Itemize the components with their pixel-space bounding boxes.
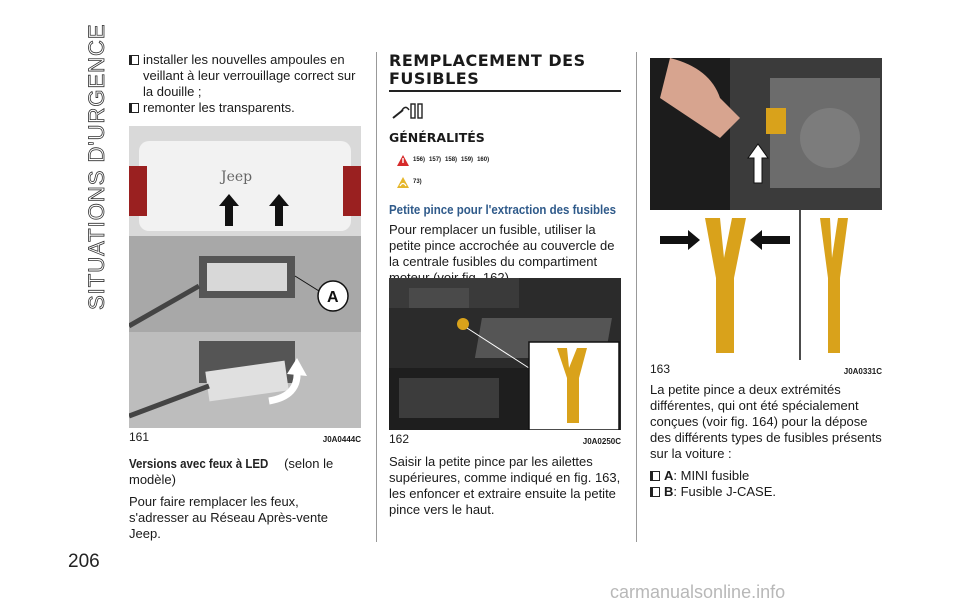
figure-161-caption [129, 430, 361, 444]
section-title: REMPLACEMENT DES FUSIBLES [389, 51, 586, 88]
label-a: A [327, 289, 339, 306]
list-item: A : MINI fusible [650, 468, 882, 484]
figure-163-photo [650, 58, 882, 360]
versions-line: Versions avec feux à LED (selon le modèle) [129, 456, 334, 487]
figure-number: 162 [389, 432, 410, 446]
subsection-title: GÉNÉRALITÉS [389, 130, 485, 145]
figure-162-caption [389, 432, 621, 446]
list-item: remonter les transparents. [129, 100, 361, 116]
paragraph: La petite pince a deux extrémités différentes, qui ont été spécialement conçues (voir fig. 164) pour la dépose des différents types de fusibles présents sur la voiture : [650, 382, 882, 461]
checkbox-bullet-icon [129, 103, 139, 113]
figure-code: J0A0250C [582, 437, 621, 446]
svg-text:Jeep: Jeep [221, 169, 253, 185]
figure-162-photo [389, 278, 621, 430]
figure-number: 163 [650, 362, 671, 376]
page-number: 206 [68, 551, 100, 572]
column-1-lower [129, 456, 361, 548]
figure-163-caption [650, 362, 882, 376]
list-item: B : Fusible J-CASE. [650, 484, 882, 500]
checkbox-bullet-icon [129, 55, 139, 65]
warning-icon [397, 155, 409, 166]
figure-code: J0A0444C [322, 435, 361, 444]
column-1 [129, 52, 361, 116]
minor-heading: Petite pince pour l'extraction des fusibles [389, 203, 617, 217]
versions-bold: Versions avec feux à LED [129, 457, 269, 471]
side-title-text: SITUATIONS D'URGENCE [84, 23, 109, 310]
column-divider [376, 52, 377, 542]
paragraph: Pour remplacer un fusible, utiliser la petite pince accrochée au couvercle de la centrale fusibles du compartiment [389, 222, 615, 269]
paragraph: Pour faire remplacer les feux, s'adresser au Réseau Après-vente Jeep. [129, 494, 329, 541]
environment-icon [397, 177, 409, 188]
column-2-lower [389, 454, 621, 524]
checkbox-bullet-icon [650, 471, 660, 481]
side-title [40, 20, 120, 320]
warning-refs: 156) 157) 158) 159) 160) [397, 152, 621, 168]
column-2 [389, 52, 621, 292]
environment-refs: 73) [397, 174, 621, 190]
checkbox-bullet-icon [650, 487, 660, 497]
figure-number: 161 [129, 430, 150, 444]
section-rule [389, 90, 621, 92]
column-3-lower [650, 382, 882, 500]
column-divider [636, 52, 637, 542]
list-item: installer les nouvelles ampoules en veillant à leur verrouillage correct sur la douille ; [129, 52, 361, 100]
figure-code: J0A0331C [843, 367, 882, 376]
figure-161-photo [129, 126, 361, 428]
paragraph: Saisir la petite pince par les ailettes supérieures, comme indiqué en fig. 163, les enfoncer et extraire ensuite la petite pince vers le haut. [389, 454, 621, 517]
screwdriver-fuse-icon [391, 100, 427, 122]
watermark: carmanualsonline.info [610, 582, 786, 602]
